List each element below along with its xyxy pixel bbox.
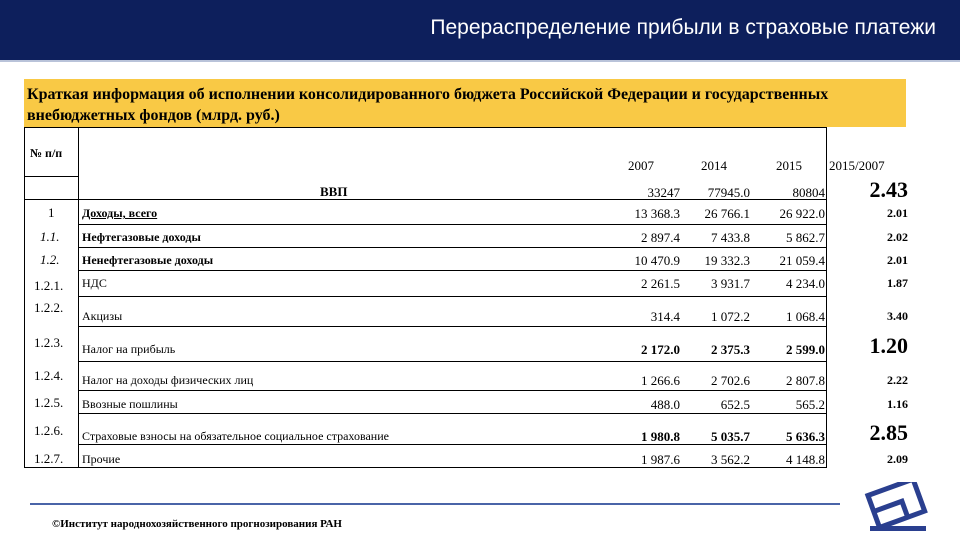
value-2007: 10 470.9 [634, 253, 680, 268]
value-ratio: 1.87 [887, 276, 908, 290]
value-2007: 13 368.3 [634, 206, 680, 221]
value-ratio: 2.01 [887, 253, 908, 267]
column-header-2014: 2014 [701, 158, 727, 173]
value-2007: 314.4 [650, 309, 680, 324]
table-row-divider [79, 224, 827, 225]
table-column-divider [78, 127, 79, 467]
value-2014: 7 433.8 [711, 230, 750, 245]
row-number: 1.2.7. [34, 451, 64, 466]
table-row-divider [79, 247, 827, 248]
row-number: 1.2.5. [34, 395, 64, 410]
value-2015: 5 636.3 [786, 429, 825, 444]
table-row-divider [79, 361, 827, 362]
gdp-2015: 80804 [792, 185, 825, 200]
column-header-ratio: 2015/2007 [829, 158, 885, 173]
value-2007: 1 980.8 [641, 429, 680, 444]
value-2015: 565.2 [795, 397, 825, 412]
gdp-2007: 33247 [647, 185, 680, 200]
slide-title: Перераспределение прибыли в страховые платежи [430, 16, 936, 39]
value-2007: 488.0 [650, 397, 680, 412]
value-2007: 1 266.6 [641, 373, 680, 388]
value-2014: 3 562.2 [711, 452, 750, 467]
value-2014: 1 072.2 [711, 309, 750, 324]
value-2015: 5 862.7 [786, 230, 825, 245]
table-row-divider [79, 296, 827, 297]
row-label: Налог на доходы физических лиц [82, 373, 254, 387]
value-2015: 26 922.0 [779, 206, 825, 221]
value-2015: 1 068.4 [786, 309, 825, 324]
slide-header [0, 0, 960, 60]
row-label: Доходы, всего [82, 206, 158, 220]
column-header-2007: 2007 [628, 158, 654, 173]
table-border-left [24, 127, 25, 467]
table-border-right [826, 127, 827, 467]
value-ratio: 2.85 [869, 420, 908, 445]
row-number: 1.2.6. [34, 423, 64, 438]
row-number: 1.1. [40, 229, 60, 244]
table-row-divider [79, 326, 827, 327]
value-2015: 4 234.0 [786, 276, 825, 291]
row-label: Прочие [82, 452, 121, 466]
row-number: 1.2.3. [34, 335, 64, 350]
row-label: Страховые взносы на обязательное социальное страхование [82, 429, 389, 443]
column-header-2015: 2015 [776, 158, 802, 173]
header-divider [0, 60, 960, 62]
value-2014: 2 702.6 [711, 373, 750, 388]
row-number: 1.2. [40, 252, 60, 267]
value-2007: 2 172.0 [641, 342, 680, 357]
table-row-divider [79, 390, 827, 391]
row-label: Ввозные пошлины [82, 397, 178, 411]
row-number: 1 [48, 205, 55, 220]
value-2015: 4 148.8 [786, 452, 825, 467]
row-label: Ненефтегазовые доходы [82, 253, 214, 267]
value-2014: 2 375.3 [711, 342, 750, 357]
row-number: 1.2.2. [34, 300, 64, 315]
value-2014: 5 035.7 [711, 429, 750, 444]
row-number-header: № п/п [30, 146, 63, 160]
value-2014: 652.5 [720, 397, 750, 412]
value-ratio: 1.20 [869, 333, 908, 358]
footer-copyright: ©Институт народнохозяйственного прогнозирования РАН [52, 518, 342, 530]
value-2014: 19 332.3 [704, 253, 750, 268]
value-ratio: 1.16 [887, 397, 908, 411]
value-2015: 2 807.8 [786, 373, 825, 388]
table-row-divider [79, 270, 827, 271]
value-2007: 2 261.5 [641, 276, 680, 291]
value-ratio: 2.02 [887, 230, 908, 244]
row-label: НДС [82, 276, 107, 290]
gdp-2014: 77945.0 [707, 185, 750, 200]
table-caption-banner: Краткая информация об исполнении консолидированного бюджета Российской Федерации и государственных внебюджетных фондов (млрд. руб.) [24, 79, 906, 127]
value-2014: 26 766.1 [704, 206, 750, 221]
table-row-divider [79, 413, 827, 414]
value-2015: 2 599.0 [786, 342, 825, 357]
value-2015: 21 059.4 [779, 253, 825, 268]
gdp-label: ВВП [320, 184, 348, 199]
value-ratio: 2.22 [887, 373, 908, 387]
gdp-ratio: 2.43 [869, 177, 908, 202]
value-2007: 2 897.4 [641, 230, 680, 245]
value-ratio: 2.09 [887, 452, 908, 466]
value-2014: 3 931.7 [711, 276, 750, 291]
value-ratio: 2.01 [887, 206, 908, 220]
table-header-divider [24, 176, 79, 177]
row-number: 1.2.4. [34, 368, 64, 383]
row-label: Налог на прибыль [82, 342, 176, 356]
footer-divider [30, 503, 840, 505]
value-2007: 1 987.6 [641, 452, 680, 467]
row-label: Акцизы [82, 309, 123, 323]
table-border-top [24, 127, 827, 128]
row-number: 1.2.1. [34, 278, 64, 293]
value-ratio: 3.40 [887, 309, 908, 323]
row-label: Нефтегазовые доходы [82, 230, 201, 244]
inp-ran-logo-icon [860, 482, 936, 534]
table-gdp-divider [24, 199, 79, 200]
